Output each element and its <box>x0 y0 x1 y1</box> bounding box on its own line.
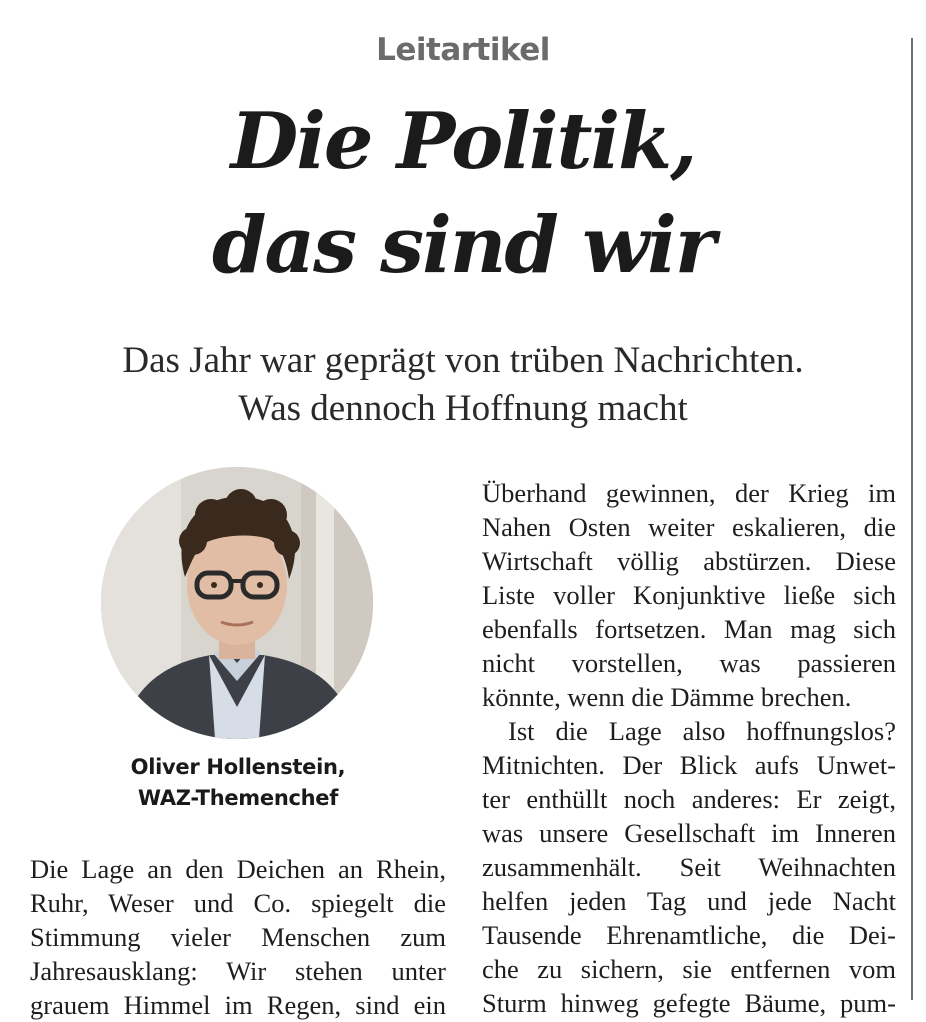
author-credit <box>30 752 446 814</box>
body-column-right <box>482 476 896 1020</box>
body-line: ter enthüllt noch anderes: Er zeigt, <box>482 784 896 814</box>
body-line: nicht vorstellen, was passieren <box>482 648 896 678</box>
headline-line-2: das sind wir <box>212 200 714 291</box>
body-line: Tausende Ehrenamtliche, die Dei- <box>482 920 896 950</box>
body-line: Jahresausklang: Wir stehen unter <box>30 956 446 986</box>
body-line: Liste voller Konjunktive ließe sich <box>482 580 896 610</box>
author-portrait <box>101 467 373 739</box>
body-line: Wirtschaft völlig abstürzen. Diese <box>482 546 896 576</box>
body-line: helfen jeden Tag und jede Nacht <box>482 886 896 916</box>
headline-line-1: Die Politik, <box>230 96 696 187</box>
author-name: Oliver Hollenstein, <box>130 755 346 779</box>
subheadline-line-1: Das Jahr war geprägt von trüben Nachrichten. <box>122 340 804 381</box>
subheadline-line-2: Was dennoch Hoffnung macht <box>238 388 688 429</box>
body-line: grauem Himmel im Regen, sind ein <box>30 990 446 1020</box>
body-line: ebenfalls fortsetzen. Man mag sich <box>482 614 896 644</box>
body-line: zusammenhält. Seit Weihnachten <box>482 852 896 882</box>
body-line: Sturm hinweg gefegte Bäume, pum- <box>482 988 896 1018</box>
section-kicker: Leitartikel <box>376 32 550 68</box>
body-line: Die Lage an den Deichen an Rhein, <box>30 854 446 884</box>
body-line: Ist die Lage also hoffnungslos? <box>508 716 896 746</box>
body-line: Ruhr, Weser und Co. spiegelt die <box>30 888 446 918</box>
headline <box>0 90 926 298</box>
author-role: WAZ-Themenchef <box>137 786 339 810</box>
body-column-left <box>30 852 446 1022</box>
body-line: Mitnichten. Der Blick aufs Unwet- <box>482 750 896 780</box>
author-portrait-image <box>101 467 373 739</box>
subheadline <box>0 337 926 433</box>
body-line: che zu sichern, sie entfernen vom <box>482 954 896 984</box>
body-line: was unsere Gesellschaft im Inneren <box>482 818 896 848</box>
body-line: Nahen Osten weiter eskalieren, die <box>482 512 896 542</box>
body-line: Stimmung vieler Menschen zum <box>30 922 446 952</box>
body-line: Überhand gewinnen, der Krieg im <box>482 478 896 508</box>
body-line: könnte, wenn die Dämme brechen. <box>482 682 852 712</box>
